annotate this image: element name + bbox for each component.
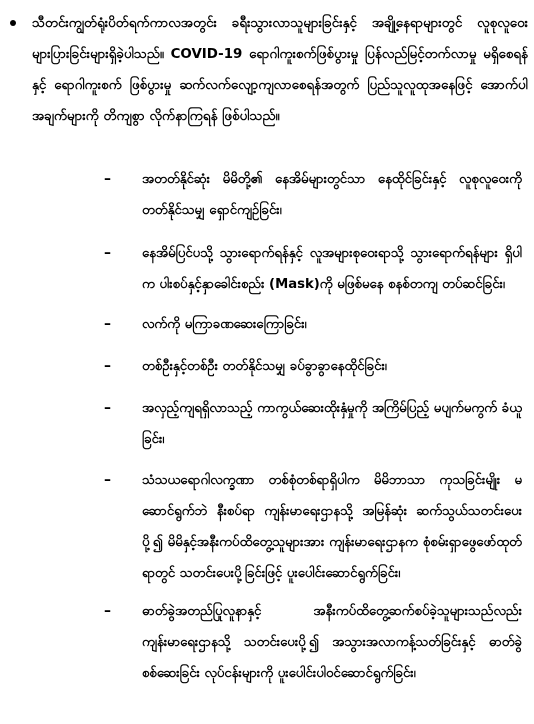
dash-marker: – [104, 603, 111, 619]
dash-marker: – [104, 472, 111, 488]
sub-item-text: ဓာတ်ခွဲအတည်ပြုလူနာနှင့် အနီးကပ်ထိတွေ့ဆက်စပ်ခဲ့သူများသည်လည်း ကျန်းမာရေးဌာနသို့ သတင်းပေးပို့၍ အသွားအလာကန့်သတ်ခြင်းနှင့် ဓာတ်ခွဲစစ်ဆေးခြင်း လုပ်ငန်းများကို ပူးပေါင်းပါဝင်ဆောင်ရွက်ခြင်း၊ [142, 604, 522, 681]
sub-item-text: နေအိမ်ပြင်ပသို့ သွားရောက်ရန်နှင့် လူအများစုဝေးရာသို့ သွားရောက်ရန်များ ရှိပါက ပါးစပ်နှင့်နှာခေါင်းစည်း (Mask)ကို မဖြစ်မနေ စနစ်တကျ တပ်ဆင်ခြင်း၊ [142, 246, 522, 292]
dash-marker: – [104, 316, 111, 332]
sub-item-text: လက်ကို မကြာခဏဆေးကြောခြင်း၊ [142, 317, 307, 332]
sub-item-text: အတတ်နိုင်ဆုံး မိမိတို့၏ နေအိမ်များတွင်သာ နေထိုင်ခြင်းနှင့် လူစုလူဝေးကို တတ်နိုင်သမျှ ရှောင်ကျဉ်ခြင်း၊ [142, 172, 522, 218]
bullet-point [10, 20, 16, 26]
dash-marker: – [104, 358, 111, 374]
dash-marker: – [104, 245, 111, 261]
main-bullet-text: သီတင်းကျွတ်ရုံးပိတ်ရက်ကာလအတွင်း ခရီးသွားလာသူများခြင်းနှင့် အချို့နေရာများတွင် လူစုလူဝေးများပြားခြင်းများရှိခဲ့ပါသည်။ COVID-19 ရောဂါကူးစက်ဖြစ်ပွားမှု ပြန်လည်မြင့်တက်လာမှု မရှိစေရန်နှင့် ရောဂါကူးစက် ဖြစ်ပွားမှု ဆက်လက်လျော့ကျလာစေရန်အတွက် ပြည်သူလူထုအနေဖြင့် အောက်ပါအချက်များကို တိကျစွာ လိုက်နာကြရန် ဖြစ်ပါသည်။ [32, 16, 528, 124]
sub-item-text: တစ်ဦးနှင့်တစ်ဦး တတ်နိုင်သမျှ ခပ်ခွာခွာနေထိုင်ခြင်း၊ [142, 359, 387, 374]
sub-item-text: အလှည့်ကျရရှိလာသည့် ကာကွယ်ဆေးထိုးနှံမှုကို အကြိမ်ပြည့် မပျက်မကွက် ခံယူခြင်း၊ [142, 401, 522, 447]
dash-marker: – [104, 171, 111, 187]
sub-item-text: သံသယရောဂါလက္ခဏာ တစ်စုံတစ်ရာရှိပါက မိမိဘာသာ ကုသခြင်းမျိုး မဆောင်ရွက်ဘဲ နီးစပ်ရာ ကျန်းမာရေးဌာနသို့ အမြန်ဆုံး ဆက်သွယ်သတင်းပေးပို့၍ မိမိနှင့်အနီးကပ်ထိတွေ့သူများအား ကျန်းမာရေးဌာနက စုံစမ်းရှာဖွေဖော်ထုတ်ရာတွင် သတင်းပေးပို့ခြင်းဖြင့် ပူးပေါင်းဆောင်ရွက်ခြင်း၊ [142, 473, 522, 581]
dash-marker: – [104, 400, 111, 416]
